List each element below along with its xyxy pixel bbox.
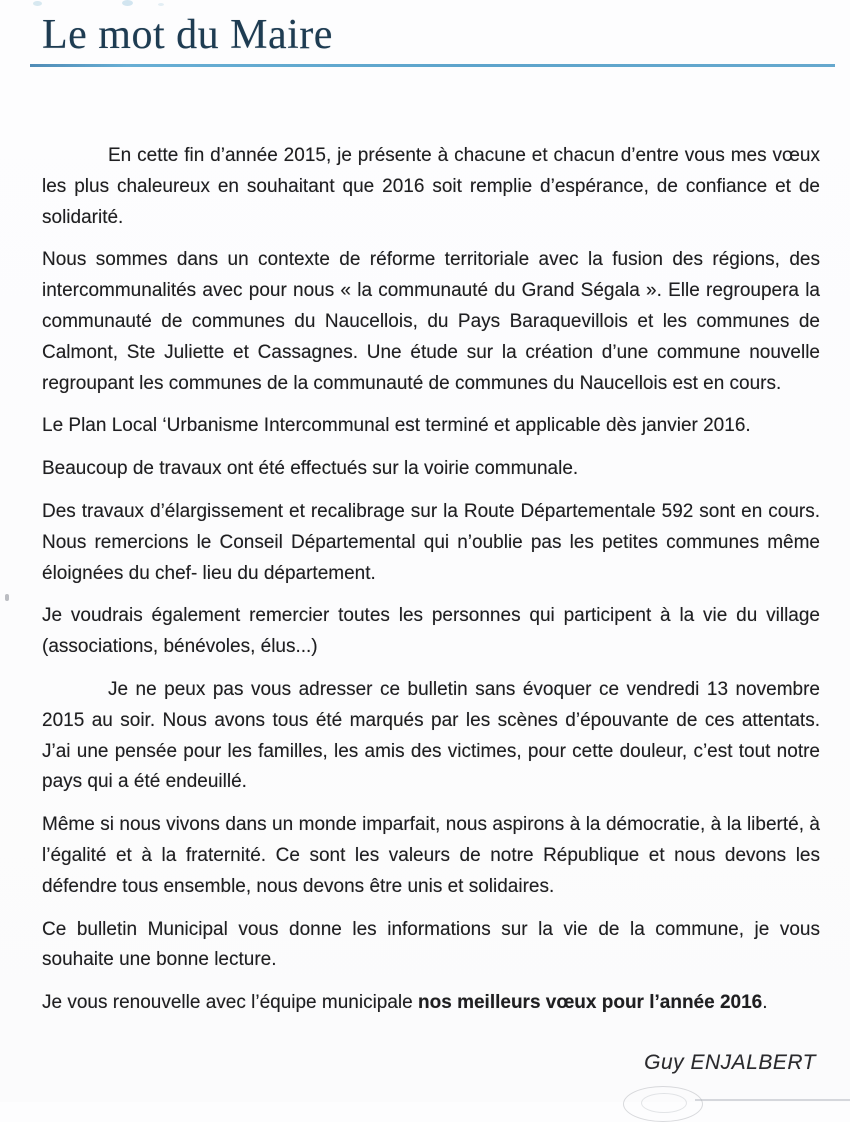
text-segment: Je ne peux pas vous adresser ce bulletin sans évoquer ce vendredi 13 novembre 2015 au soir. Nous avons tous été marqués par les scènes d’épouvante de ces attentats. J’ai une pensée pour les familles, les amis des victimes, pour cette douleur, c’est tout notre pays qui a été endeuillé. — [42, 678, 820, 793]
text-segment: Beaucoup de travaux ont été effectués sur la voirie communale. — [42, 458, 579, 480]
paragraph — [42, 601, 820, 663]
letter-header — [42, 10, 820, 67]
page-title: Le mot du Maire — [42, 12, 333, 58]
scan-speck — [158, 3, 164, 6]
scan-speck — [122, 0, 133, 6]
letter-paragraphs — [42, 75, 820, 1019]
scan-edge-line — [695, 1099, 850, 1101]
scan-speck — [5, 594, 9, 601]
partial-stamp-ellipse — [623, 1086, 703, 1122]
partial-stamp-ellipse-inner — [641, 1093, 687, 1113]
text-segment: Nous sommes dans un contexte de réforme territoriale avec la fusion des régions, des intercommunalités avec pour nous « la communauté du Grand Ségala ». Elle regroupera la communauté de communes du Naucellois, du Pays Baraquevillois et les communes de Calmont, Ste Juliette et Cassagnes. Une étude sur la création d’une commune nouvelle regroupant les communes de la communauté de communes du Naucellois est en cours. — [42, 249, 820, 394]
paragraph — [42, 915, 820, 977]
mayor-signature-name: Guy ENJALBERT — [644, 1050, 816, 1074]
text-segment: Des travaux d’élargissement et recalibrage sur la Route Départementale 592 sont en cours. Nous remercions le Conseil Départemental qui n’oublie pas les petites communes même éloignées du chef- lieu du département. — [42, 500, 820, 584]
bold-text-segment: nos meilleurs vœux pour l’année 2016 — [418, 992, 763, 1014]
paragraph — [42, 810, 820, 902]
text-segment: . — [762, 992, 768, 1014]
scan-speck — [33, 1, 42, 6]
text-segment: Je voudrais également remercier toutes les personnes qui participent à la vie du village (associations, bénévoles, élus...) — [42, 605, 820, 658]
paragraph — [42, 245, 820, 399]
paragraph — [42, 675, 820, 798]
paragraph — [42, 988, 820, 1019]
text-segment: En cette fin d’année 2015, je présente à chacune et chacun d’entre vous mes vœux les plus chaleureux en souhaitant que 2016 soit remplie d’espérance, de confiance et de solidarité. — [42, 145, 820, 228]
signature-row — [42, 1051, 820, 1075]
paragraph — [42, 454, 820, 485]
title-underline-rule — [30, 64, 835, 67]
text-segment: Le Plan Local ‘Urbanisme Intercommunal est terminé et applicable dès janvier 2016. — [42, 415, 751, 437]
text-segment: Ce bulletin Municipal vous donne les informations sur la vie de la commune, je vous souhaite une bonne lecture. — [42, 918, 820, 971]
paragraph — [42, 411, 820, 442]
text-segment: Même si nous vivons dans un monde imparfait, nous aspirons à la démocratie, à la liberté, à l’égalité et à la fraternité. Ce sont les valeurs de notre République et nous devons les défendre tous ensemble, nous devons être unis et solidaires. — [42, 814, 820, 897]
paragraph — [42, 141, 820, 233]
text-segment: Je vous renouvelle avec l’équipe municipale — [42, 992, 419, 1014]
paragraph — [42, 497, 820, 589]
